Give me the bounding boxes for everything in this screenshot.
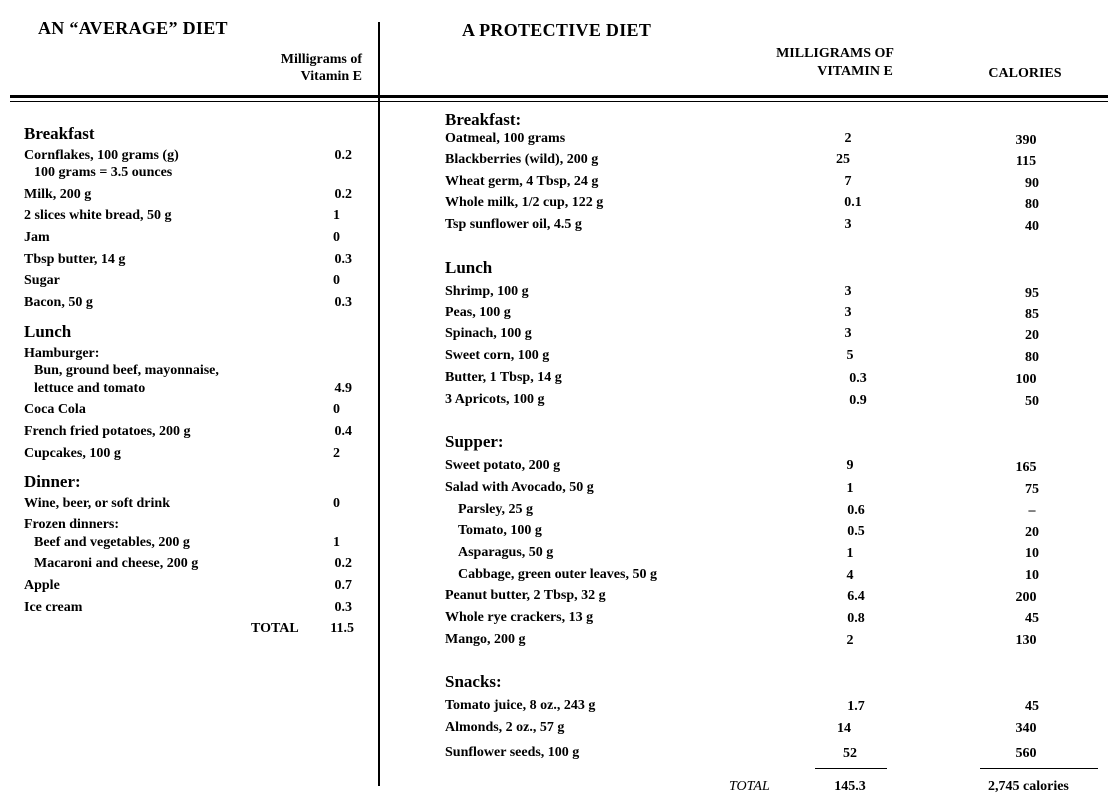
right-row-mg: 1	[846, 481, 854, 496]
right-row-mg: 3	[844, 326, 852, 341]
right-row-mg: 0.1	[844, 195, 862, 210]
left-row-item: 2 slices white bread, 50 g	[24, 208, 172, 223]
right-row-calories: 50	[1025, 394, 1039, 409]
right-row-item: Peanut butter, 2 Tbsp, 32 g	[445, 588, 606, 603]
right-row-calories: 80	[1025, 350, 1039, 365]
right-row-mg: 3	[844, 305, 852, 320]
left-row-item: Beef and vegetables, 200 g	[34, 535, 190, 550]
right-row-calories: 200	[1015, 590, 1037, 605]
right-row-mg: 1	[846, 546, 854, 561]
right-row-calories: 130	[1015, 633, 1037, 648]
right-row-calories: 100	[1015, 372, 1037, 387]
left-col-header-line2: Vitamin E	[300, 69, 362, 84]
right-row-mg: 52	[843, 746, 857, 761]
left-row-value: 0.3	[334, 600, 352, 615]
left-row-value: 1	[333, 208, 340, 223]
right-row-calories: 560	[1015, 746, 1037, 761]
right-row-item: Sweet potato, 200 g	[445, 458, 561, 473]
right-row-item: Spinach, 100 g	[445, 326, 532, 341]
right-col2-header: CALORIES	[988, 66, 1062, 81]
right-col1-header-line2: VITAMIN E	[817, 64, 893, 79]
left-row-item: Cupcakes, 100 g	[24, 446, 121, 461]
right-row-item: Whole rye crackers, 13 g	[445, 610, 594, 625]
average-diet-title: AN “AVERAGE” DIET	[38, 18, 228, 38]
right-row-mg: 6.4	[847, 589, 865, 604]
right-row-calories: 390	[1015, 133, 1037, 148]
left-row-item: Hamburger:	[24, 346, 100, 361]
right-row-mg: 14	[837, 721, 851, 736]
right-section-lunch: Lunch	[445, 258, 493, 277]
right-row-item: Tomato juice, 8 oz., 243 g	[445, 698, 596, 713]
right-row-mg: 25	[836, 152, 850, 167]
right-row-mg: 4	[846, 568, 854, 583]
left-section-lunch: Lunch	[24, 322, 72, 341]
right-row-calories: 45	[1025, 611, 1039, 626]
right-row-mg: 9	[846, 458, 854, 473]
left-row-item: Bacon, 50 g	[24, 295, 93, 310]
left-row-item: Coca Cola	[24, 402, 86, 417]
right-row-item: Wheat germ, 4 Tbsp, 24 g	[445, 174, 599, 189]
right-row-item: Cabbage, green outer leaves, 50 g	[458, 567, 657, 582]
left-total-value: 11.5	[330, 621, 354, 636]
right-col1-header-line1: MILLIGRAMS OF	[776, 46, 894, 61]
right-row-item: Asparagus, 50 g	[458, 545, 554, 560]
right-row-calories: 10	[1025, 546, 1039, 561]
right-row-item: 3 Apricots, 100 g	[445, 392, 545, 407]
right-row-mg: 0.8	[847, 611, 865, 626]
left-row-item: Sugar	[24, 273, 60, 288]
right-total-label: TOTAL	[729, 779, 770, 794]
right-row-calories: 165	[1015, 460, 1037, 475]
right-total-mg: 145.3	[834, 779, 866, 794]
right-row-calories: 340	[1015, 721, 1037, 736]
right-row-calories: 95	[1025, 286, 1039, 301]
left-row-value: 0.4	[334, 424, 352, 439]
right-row-mg: 0.5	[847, 524, 865, 539]
left-row-item: Milk, 200 g	[24, 187, 92, 202]
right-row-mg: 3	[844, 284, 852, 299]
left-row-value: 0	[333, 273, 340, 288]
right-row-item: Mango, 200 g	[445, 632, 526, 647]
left-row-item: Jam	[24, 230, 50, 245]
right-row-mg: 0.3	[849, 371, 867, 386]
total-rule-calories	[980, 768, 1098, 769]
left-row-item: lettuce and tomato	[34, 381, 146, 396]
left-section-dinner: Dinner:	[24, 472, 81, 491]
left-row-item: Cornflakes, 100 grams (g)	[24, 148, 179, 163]
left-row-item: 100 grams = 3.5 ounces	[34, 165, 173, 180]
column-divider	[378, 22, 380, 786]
right-row-calories: 10	[1025, 568, 1039, 583]
right-row-mg: 7	[844, 174, 852, 189]
left-row-value: 0.7	[334, 578, 352, 593]
right-row-calories: 85	[1025, 307, 1039, 322]
right-row-mg: 5	[846, 348, 854, 363]
right-section-supper: Supper:	[445, 432, 504, 451]
left-row-value: 4.9	[334, 381, 352, 396]
right-row-calories: 20	[1025, 328, 1039, 343]
left-row-value: 0.3	[334, 252, 352, 267]
right-row-item: Blackberries (wild), 200 g	[445, 152, 599, 167]
right-row-calories: 80	[1025, 197, 1039, 212]
left-row-value: 0.3	[334, 295, 352, 310]
left-row-item: Ice cream	[24, 600, 83, 615]
right-row-item: Parsley, 25 g	[458, 502, 534, 517]
left-section-breakfast: Breakfast	[24, 124, 95, 143]
right-row-calories: –	[1028, 503, 1036, 518]
left-row-value: 0	[333, 496, 340, 511]
left-row-value: 1	[333, 535, 340, 550]
left-row-value: 0.2	[334, 148, 352, 163]
right-row-item: Tsp sunflower oil, 4.5 g	[445, 217, 582, 232]
right-row-mg: 0.9	[849, 393, 867, 408]
right-row-item: Sunflower seeds, 100 g	[445, 745, 580, 760]
right-row-item: Salad with Avocado, 50 g	[445, 480, 594, 495]
left-row-item: Tbsp butter, 14 g	[24, 252, 126, 267]
left-row-value: 0.2	[334, 187, 352, 202]
left-row-value: 0	[333, 402, 340, 417]
left-row-item: French fried potatoes, 200 g	[24, 424, 191, 439]
right-row-mg: 2	[846, 633, 854, 648]
right-row-mg: 3	[844, 217, 852, 232]
left-row-item: Frozen dinners:	[24, 517, 120, 532]
left-row-item: Macaroni and cheese, 200 g	[34, 556, 199, 571]
right-row-mg: 1.7	[847, 699, 865, 714]
right-row-calories: 115	[1015, 154, 1037, 169]
right-row-mg: 2	[844, 131, 852, 146]
protective-diet-title: A PROTECTIVE DIET	[462, 20, 652, 40]
left-row-item: Wine, beer, or soft drink	[24, 496, 170, 511]
left-row-value: 0.2	[334, 556, 352, 571]
right-section-snacks: Snacks:	[445, 672, 502, 691]
right-row-calories: 40	[1025, 219, 1039, 234]
header-rule-thick	[10, 95, 1108, 98]
total-rule-vitamin	[815, 768, 887, 769]
right-row-item: Butter, 1 Tbsp, 14 g	[445, 370, 562, 385]
right-row-item: Tomato, 100 g	[458, 523, 542, 538]
right-row-calories: 90	[1025, 176, 1039, 191]
right-total-calories: 2,745 calories	[988, 779, 1069, 794]
right-row-item: Oatmeal, 100 grams	[445, 131, 566, 146]
right-row-item: Shrimp, 100 g	[445, 284, 529, 299]
right-row-item: Peas, 100 g	[445, 305, 511, 320]
right-row-item: Almonds, 2 oz., 57 g	[445, 720, 565, 735]
right-row-calories: 45	[1025, 699, 1039, 714]
right-row-calories: 75	[1025, 482, 1039, 497]
left-total-label: TOTAL	[251, 621, 299, 636]
right-row-item: Whole milk, 1/2 cup, 122 g	[445, 195, 604, 210]
right-row-mg: 0.6	[847, 503, 865, 518]
left-row-value: 2	[333, 446, 340, 461]
header-rule-thin	[10, 101, 1108, 102]
left-row-item: Bun, ground beef, mayonnaise,	[34, 363, 219, 378]
right-section-breakfast: Breakfast:	[445, 110, 522, 129]
right-row-item: Sweet corn, 100 g	[445, 348, 550, 363]
left-row-value: 0	[333, 230, 340, 245]
left-col-header-line1: Milligrams of	[280, 52, 362, 67]
right-row-calories: 20	[1025, 525, 1039, 540]
left-row-item: Apple	[24, 578, 60, 593]
